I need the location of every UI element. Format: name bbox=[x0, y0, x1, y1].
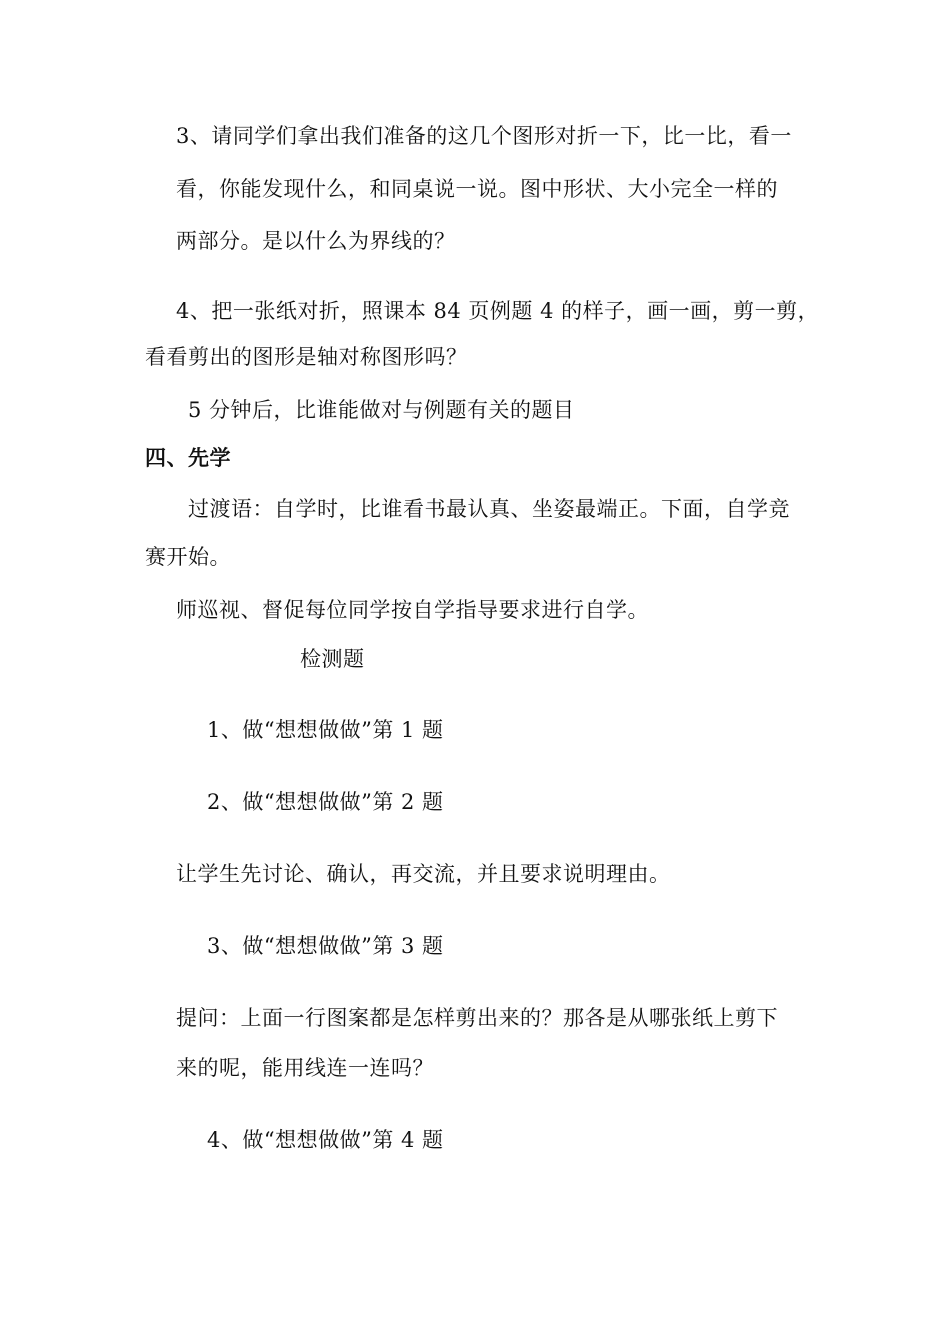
item4-line2: 看看剪出的图形是轴对称图形吗？ bbox=[145, 345, 468, 369]
transition-line1: 过渡语：自学时，比谁看书最认真、坐姿最端正。下面，自学竞 bbox=[188, 497, 790, 521]
timer-note: 5 分钟后，比谁能做对与例题有关的题目 bbox=[188, 398, 575, 422]
question-line2: 来的呢，能用线连一连吗？ bbox=[176, 1056, 434, 1080]
item4-line1: 4、把一张纸对折，照课本 84 页例题 4 的样子，画一画，剪一剪， bbox=[176, 299, 820, 323]
test-title: 检测题 bbox=[300, 647, 365, 671]
section-heading: 四、先学 bbox=[145, 446, 231, 470]
transition-line2: 赛开始。 bbox=[145, 545, 231, 569]
question-line1: 提问：上面一行图案都是怎样剪出来的？那各是从哪张纸上剪下 bbox=[176, 1006, 778, 1030]
item3-line2: 看，你能发现什么，和同桌说一说。图中形状、大小完全一样的 bbox=[176, 177, 778, 201]
item3-line1: 3、请同学们拿出我们准备的这几个图形对折一下，比一比，看一 bbox=[176, 124, 792, 148]
discuss-note: 让学生先讨论、确认，再交流，并且要求说明理由。 bbox=[176, 862, 671, 886]
exercise-3: 3、做“想想做做”第 3 题 bbox=[207, 934, 444, 958]
exercise-1: 1、做“想想做做”第 1 题 bbox=[207, 718, 444, 742]
patrol-note: 师巡视、督促每位同学按自学指导要求进行自学。 bbox=[176, 598, 649, 622]
item3-line3: 两部分。是以什么为界线的？ bbox=[176, 229, 456, 253]
exercise-4: 4、做“想想做做”第 4 题 bbox=[207, 1128, 444, 1152]
exercise-2: 2、做“想想做做”第 2 题 bbox=[207, 790, 444, 814]
